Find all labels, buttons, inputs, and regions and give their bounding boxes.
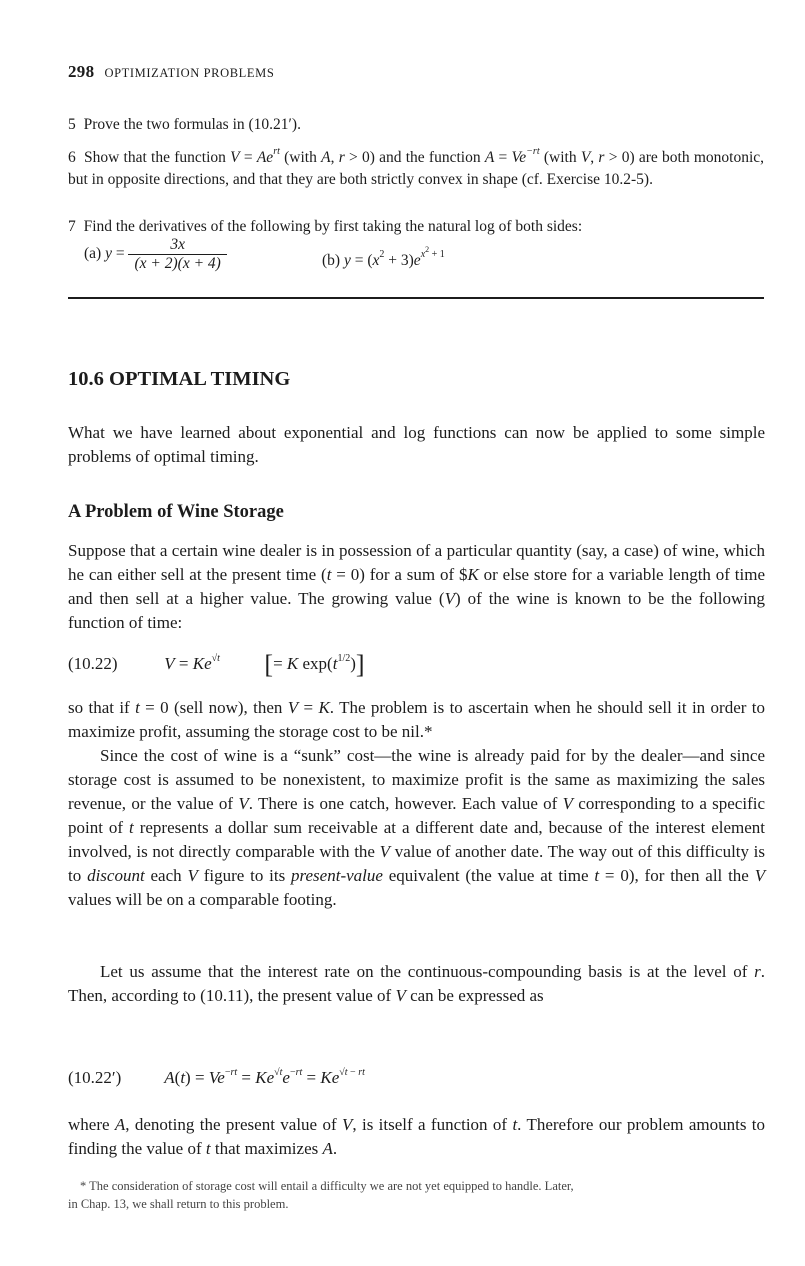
running-title: OPTIMIZATION PROBLEMS — [104, 66, 275, 80]
paragraph-3: Since the cost of wine is a “sunk” cost—the wine is already paid for by the dealer—and since storage cost is assumed to be nonexistent, to maximize profit is the same as maximizing the sales revenue, or the value of V. There is one catch, however. Each value of V corresponding to a specific point of t represents a dollar sum receivable at a different date and, because of the interest element involved, is not directly comparable with the V value of another date. The way out of this difficulty is to discount each V figure to its present-value equivalent (the value at time t = 0), for then all the V values will be on a comparable footing. — [68, 746, 766, 909]
section-heading: 10.6 OPTIMAL TIMING — [68, 368, 291, 390]
exercise-7b: (b) $y = (x^2 + 3)e^{x^2 + 1}$ — [322, 245, 445, 269]
footnote: * The consideration of storage cost will entail a difficulty we are not yet equipped to handle. Later, in Chap. 13, we shall return to this problem. — [68, 1179, 574, 1211]
equation-10-22: (10.22) $V = Ke^{√t}$ [= K $\exp(t^{1/2})$] — [68, 650, 365, 679]
running-header — [68, 62, 274, 82]
paragraph-2: so that if t = 0 (sell now), then V = K. The problem is to ascertain when he should sell it in order to maximize profit, assuming the storage cost to be nil.* — [68, 698, 765, 741]
section-divider — [68, 297, 764, 299]
equation-10-22-prime: (10.22′) $A(t) = Ve^{-rt} = Ke^{√t}e^{-rt} = Ke^{√t - rt}$ — [68, 1067, 365, 1087]
page-number: 298 — [68, 62, 95, 81]
section-intro: What we have learned about exponential and log functions can now be applied to some simple problems of optimal timing. — [68, 423, 765, 466]
paragraph-1: Suppose that a certain wine dealer is in possession of a particular quantity (say, a case) of wine, which he can either sell at the present time (t = 0) for a sum of $K or else store for a variable length of time and then sell at a higher value. The growing value (V) of the wine is known to be the following function of time: — [68, 541, 765, 632]
paragraph-4: Let us assume that the interest rate on the continuous-compounding basis is at the level of r. Then, according to (10.11), the present value of V can be expressed as — [68, 962, 765, 1005]
exercise-7a: (a) y = $\frac{3x}{(x + 2)(x + 4)}$ — [84, 236, 227, 273]
exercise-7: 7 Find the derivatives of the following by first taking the natural log of both sides: — [68, 218, 583, 235]
exercise-5: 5 Prove the two formulas in (10.21′). — [68, 116, 301, 133]
paragraph-5: where A, denoting the present value of V, is itself a function of t. Therefore our problem amounts to finding the value of t that maximizes A. — [68, 1115, 766, 1158]
exercise-6: 6 Show that the function $V = Ae^{rt}$ (with A, r > 0) and the function $A = Ve^{-rt}$ (with V, r > 0) are both monotonic, but in opposite directions, and that they are both strictly convex in shape (cf. Exercise 10.2-5). — [68, 146, 765, 188]
subsection-heading: A Problem of Wine Storage — [68, 502, 284, 522]
